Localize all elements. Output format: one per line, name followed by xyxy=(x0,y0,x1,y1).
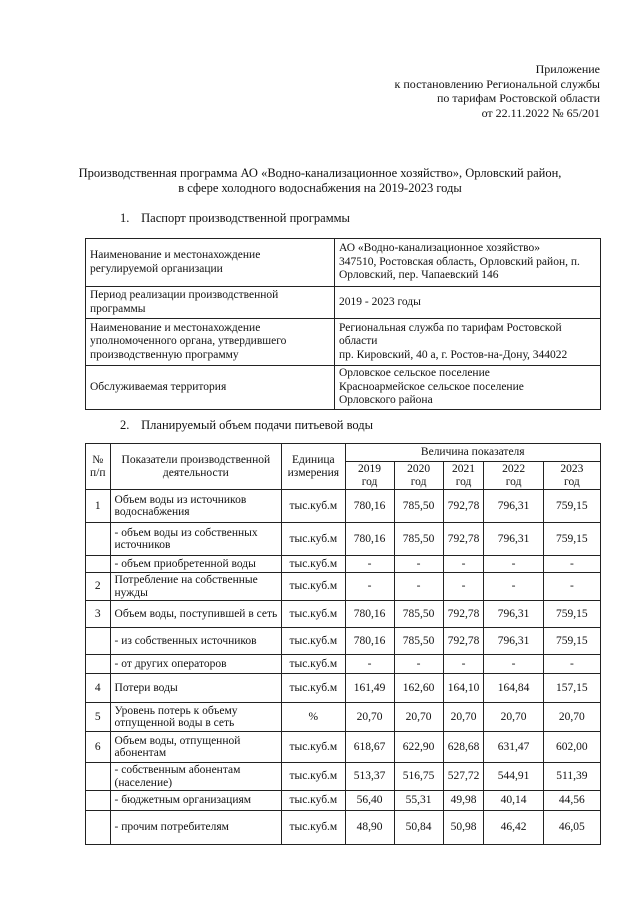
passport-value-line: пр. Кировский, 40 а, г. Ростов-на-Дону, 344022 xyxy=(339,348,568,361)
passport-row xyxy=(86,287,601,319)
appendix-header xyxy=(395,62,600,120)
row-value: 759,15 xyxy=(543,490,600,523)
row-value: 20,70 xyxy=(394,703,443,732)
row-indicator: Объем воды, отпущенной абонентам xyxy=(110,732,282,763)
section-1-number: 1. xyxy=(120,211,130,225)
table-row xyxy=(86,573,601,601)
section-2-number: 2. xyxy=(120,418,130,432)
row-value: - xyxy=(443,655,484,674)
passport-value-line: 347510, Ростовская область, Орловский район, п. xyxy=(339,255,580,268)
table-row xyxy=(86,811,601,845)
row-value: 161,49 xyxy=(345,674,394,703)
passport-row xyxy=(86,239,601,287)
row-value: 157,15 xyxy=(543,674,600,703)
row-value: 792,78 xyxy=(443,523,484,556)
passport-label: Обслуживаемая территория xyxy=(86,366,335,410)
row-indicator: Потери воды xyxy=(110,674,282,703)
row-value: - xyxy=(543,573,600,601)
row-value: 50,84 xyxy=(394,811,443,845)
row-number xyxy=(86,556,111,573)
passport-value xyxy=(335,366,601,410)
passport-value-line: 2019 - 2023 годы xyxy=(339,295,421,308)
passport-row xyxy=(86,319,601,366)
row-indicator: Объем воды из источников водоснабжения xyxy=(110,490,282,523)
row-value: - xyxy=(394,556,443,573)
row-value: 49,98 xyxy=(443,791,484,811)
row-value: 48,90 xyxy=(345,811,394,845)
row-number: 1 xyxy=(86,490,111,523)
row-value: 513,37 xyxy=(345,763,394,791)
row-number: 3 xyxy=(86,601,111,628)
row-value: - xyxy=(443,573,484,601)
row-value: - xyxy=(543,556,600,573)
row-number xyxy=(86,811,111,845)
section-2-heading xyxy=(120,418,373,433)
table-row xyxy=(86,791,601,811)
row-value: 792,78 xyxy=(443,628,484,655)
passport-label: Наименование и местонахождение уполномоченного органа, утвердившего производственную программу xyxy=(86,319,335,366)
row-value: 602,00 xyxy=(543,732,600,763)
passport-row xyxy=(86,366,601,410)
section-1-title: Паспорт производственной программы xyxy=(141,211,350,225)
row-value: 20,70 xyxy=(484,703,543,732)
col-header-value-group: Величина показателя xyxy=(345,444,600,462)
row-value: 785,50 xyxy=(394,628,443,655)
row-value: 785,50 xyxy=(394,490,443,523)
row-value: 511,39 xyxy=(543,763,600,791)
table-row xyxy=(86,601,601,628)
row-value: 628,68 xyxy=(443,732,484,763)
passport-value-line: Красноармейское сельское поселение xyxy=(339,380,524,393)
row-number xyxy=(86,628,111,655)
water-volume-table xyxy=(85,443,601,845)
year-header: 2022 год xyxy=(484,462,543,490)
row-number xyxy=(86,655,111,674)
passport-value-line: Орловского района xyxy=(339,394,433,407)
row-value: 622,90 xyxy=(394,732,443,763)
table-row xyxy=(86,732,601,763)
row-indicator: - от других операторов xyxy=(110,655,282,674)
row-value: 516,75 xyxy=(394,763,443,791)
row-value: 796,31 xyxy=(484,523,543,556)
row-value: 20,70 xyxy=(443,703,484,732)
passport-value-line: Орловский, пер. Чапаевский 146 xyxy=(339,269,499,282)
row-value: 759,15 xyxy=(543,523,600,556)
table-row xyxy=(86,655,601,674)
row-value: 20,70 xyxy=(345,703,394,732)
row-unit: % xyxy=(282,703,345,732)
year-header: 2021 год xyxy=(443,462,484,490)
row-indicator: - прочим потребителям xyxy=(110,811,282,845)
row-value: 792,78 xyxy=(443,601,484,628)
row-value: 796,31 xyxy=(484,601,543,628)
passport-value-line: Орловское сельское поселение xyxy=(339,367,490,380)
row-indicator: - объем воды из собственных источников xyxy=(110,523,282,556)
row-value: 44,56 xyxy=(543,791,600,811)
title-line-2: в сфере холодного водоснабжения на 2019-2023 годы xyxy=(178,181,462,195)
row-value: - xyxy=(345,573,394,601)
table-row xyxy=(86,628,601,655)
row-value: - xyxy=(484,655,543,674)
row-value: 796,31 xyxy=(484,490,543,523)
row-value: - xyxy=(345,556,394,573)
row-value: 792,78 xyxy=(443,490,484,523)
section-1-heading xyxy=(120,211,350,226)
row-unit: тыс.куб.м xyxy=(282,674,345,703)
row-unit: тыс.куб.м xyxy=(282,628,345,655)
document-title xyxy=(40,166,600,196)
row-indicator: Потребление на собственные нужды xyxy=(110,573,282,601)
row-value: 759,15 xyxy=(543,628,600,655)
row-value: 780,16 xyxy=(345,628,394,655)
row-value: 759,15 xyxy=(543,601,600,628)
appendix-line-3: по тарифам Ростовской области xyxy=(436,91,600,105)
row-value: 55,31 xyxy=(394,791,443,811)
section-2-title: Планируемый объем подачи питьевой воды xyxy=(141,418,374,432)
row-value: 780,16 xyxy=(345,601,394,628)
row-value: - xyxy=(345,655,394,674)
row-value: 785,50 xyxy=(394,523,443,556)
col-header-unit: Единица измерения xyxy=(282,444,345,490)
passport-value-line: области xyxy=(339,335,378,348)
row-value: - xyxy=(484,556,543,573)
passport-value xyxy=(335,239,601,287)
table-body xyxy=(86,490,601,845)
row-value: 780,16 xyxy=(345,490,394,523)
row-value: 46,42 xyxy=(484,811,543,845)
row-value: - xyxy=(543,655,600,674)
row-unit: тыс.куб.м xyxy=(282,601,345,628)
row-unit: тыс.куб.м xyxy=(282,763,345,791)
row-value: 164,84 xyxy=(484,674,543,703)
row-unit: тыс.куб.м xyxy=(282,573,345,601)
passport-table xyxy=(85,238,601,410)
row-indicator: - собственным абонентам (население) xyxy=(110,763,282,791)
passport-label: Период реализации производственной программы xyxy=(86,287,335,319)
year-header: 2020 год xyxy=(394,462,443,490)
row-number: 4 xyxy=(86,674,111,703)
row-number: 5 xyxy=(86,703,111,732)
appendix-line-2: к постановлению Региональной службы xyxy=(394,76,600,91)
col-header-no: № п/п xyxy=(86,444,111,490)
row-indicator: - бюджетным организациям xyxy=(110,791,282,811)
row-unit: тыс.куб.м xyxy=(282,490,345,523)
row-number xyxy=(86,791,111,811)
year-header: 2023 год xyxy=(543,462,600,490)
row-unit: тыс.куб.м xyxy=(282,811,345,845)
title-line-1: Производственная программа АО «Водно-канализационное хозяйство», Орловский район, xyxy=(78,166,562,180)
table-row xyxy=(86,556,601,573)
row-value: 40,14 xyxy=(484,791,543,811)
row-value: 56,40 xyxy=(345,791,394,811)
passport-value-line: Региональная служба по тарифам Ростовской xyxy=(339,321,562,334)
row-value: - xyxy=(394,573,443,601)
passport-label: Наименование и местонахождение регулируемой организации xyxy=(86,239,335,287)
row-number: 6 xyxy=(86,732,111,763)
row-number: 2 xyxy=(86,573,111,601)
row-value: 618,67 xyxy=(345,732,394,763)
row-value: 780,16 xyxy=(345,523,394,556)
year-header: 2019 год xyxy=(345,462,394,490)
table-row xyxy=(86,703,601,732)
row-value: 50,98 xyxy=(443,811,484,845)
passport-value xyxy=(335,287,601,319)
row-unit: тыс.куб.м xyxy=(282,791,345,811)
row-value: 631,47 xyxy=(484,732,543,763)
row-unit: тыс.куб.м xyxy=(282,732,345,763)
row-value: 162,60 xyxy=(394,674,443,703)
appendix-line-1: Приложение xyxy=(535,62,600,76)
row-value: 164,10 xyxy=(443,674,484,703)
table-row xyxy=(86,674,601,703)
row-value: - xyxy=(443,556,484,573)
row-value: - xyxy=(394,655,443,674)
passport-value-line: АО «Водно-канализационное хозяйство» xyxy=(339,242,541,255)
col-header-indicator: Показатели производственной деятельности xyxy=(110,444,282,490)
table-row xyxy=(86,490,601,523)
row-unit: тыс.куб.м xyxy=(282,655,345,674)
header-row xyxy=(86,444,601,462)
row-indicator: Уровень потерь к объему отпущенной воды в сеть xyxy=(110,703,282,732)
row-value: - xyxy=(484,573,543,601)
appendix-line-4: от 22.11.2022 № 65/201 xyxy=(481,105,600,120)
passport-value xyxy=(335,319,601,366)
row-value: 796,31 xyxy=(484,628,543,655)
row-value: 544,91 xyxy=(484,763,543,791)
row-value: 46,05 xyxy=(543,811,600,845)
row-number xyxy=(86,763,111,791)
row-unit: тыс.куб.м xyxy=(282,556,345,573)
row-value: 785,50 xyxy=(394,601,443,628)
row-number xyxy=(86,523,111,556)
row-indicator: - объем приобретенной воды xyxy=(110,556,282,573)
row-unit: тыс.куб.м xyxy=(282,523,345,556)
row-value: 527,72 xyxy=(443,763,484,791)
table-row xyxy=(86,523,601,556)
row-indicator: Объем воды, поступившей в сеть xyxy=(110,601,282,628)
row-value: 20,70 xyxy=(543,703,600,732)
table-row xyxy=(86,763,601,791)
row-indicator: - из собственных источников xyxy=(110,628,282,655)
